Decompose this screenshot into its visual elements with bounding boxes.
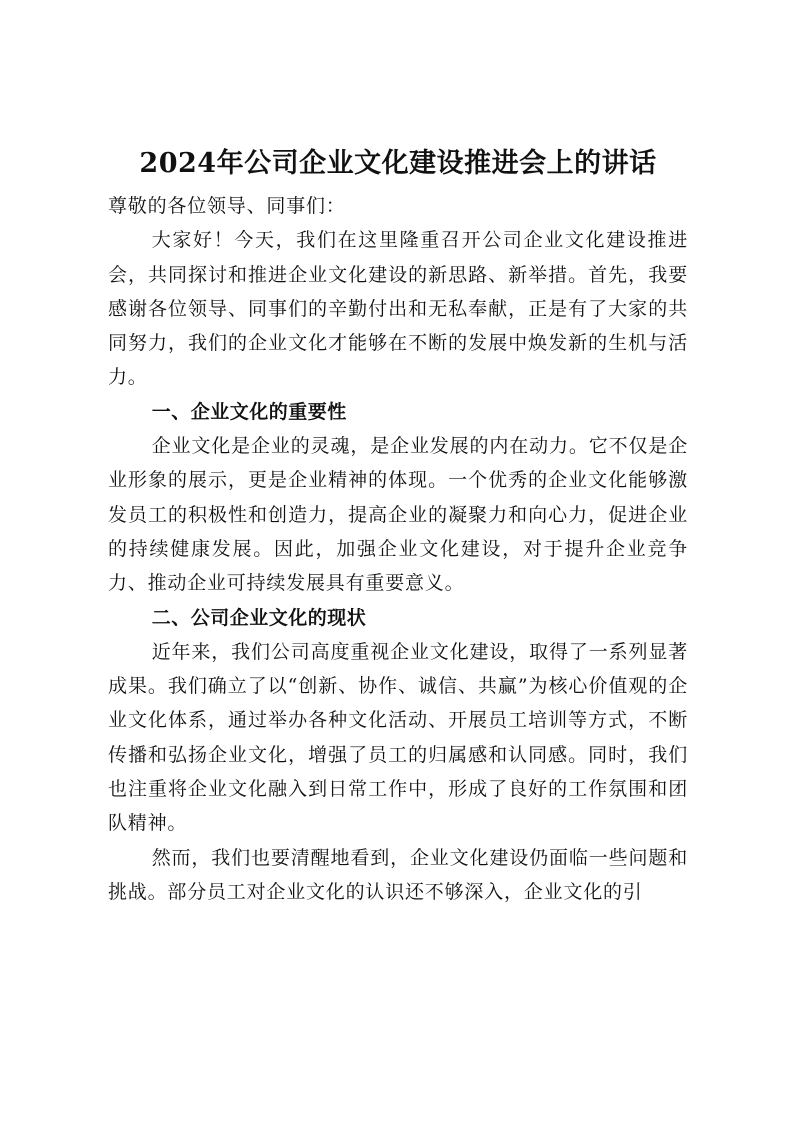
intro-paragraph: 大家好！今天，我们在这里隆重召开公司企业文化建设推进会，共同探讨和推进企业文化建设的新思路、新举措。首先，我要感谢各位领导、同事们的辛勤付出和无私奉献，正是有了大家的共同努力，我们的企业文化才能够在不断的发展中焕发新的生机与活力。 [108,229,688,389]
document-title: 2024年公司企业文化建设推进会上的讲话 [139,148,657,179]
salutation: 尊敬的各位领导、同事们： [108,195,346,217]
status-paragraph: 近年来，我们公司高度重视企业文化建设，取得了一系列显著成果。我们确立了以“创新、协作、诚信、共赢”为核心价值观的企业文化体系，通过举办各种文化活动、开展员工培训等方式，不断传播和弘扬企业文化，增强了员工的归属感和认同感。同时，我们也注重将企业文化融入到日常工作中，形成了良好的工作氛围和团队精神。 [108,640,688,835]
section-heading-status: 二、公司企业文化的现状 [151,606,367,629]
document-body [108,189,688,909]
challenges-paragraph: 然而，我们也要清醒地看到，企业文化建设仍面临一些问题和挑战。部分员工对企业文化的认识还不够深入，企业文化的引 [108,846,688,903]
section-heading-importance: 一、企业文化的重要性 [151,400,347,423]
importance-paragraph: 企业文化是企业的灵魂，是企业发展的内在动力。它不仅是企业形象的展示，更是企业精神的体现。一个优秀的企业文化能够激发员工的积极性和创造力，提高企业的凝聚力和向心力，促进企业的持续健康发展。因此，加强企业文化建设，对于提升企业竞争力、推动企业可持续发展具有重要意义。 [108,435,688,595]
